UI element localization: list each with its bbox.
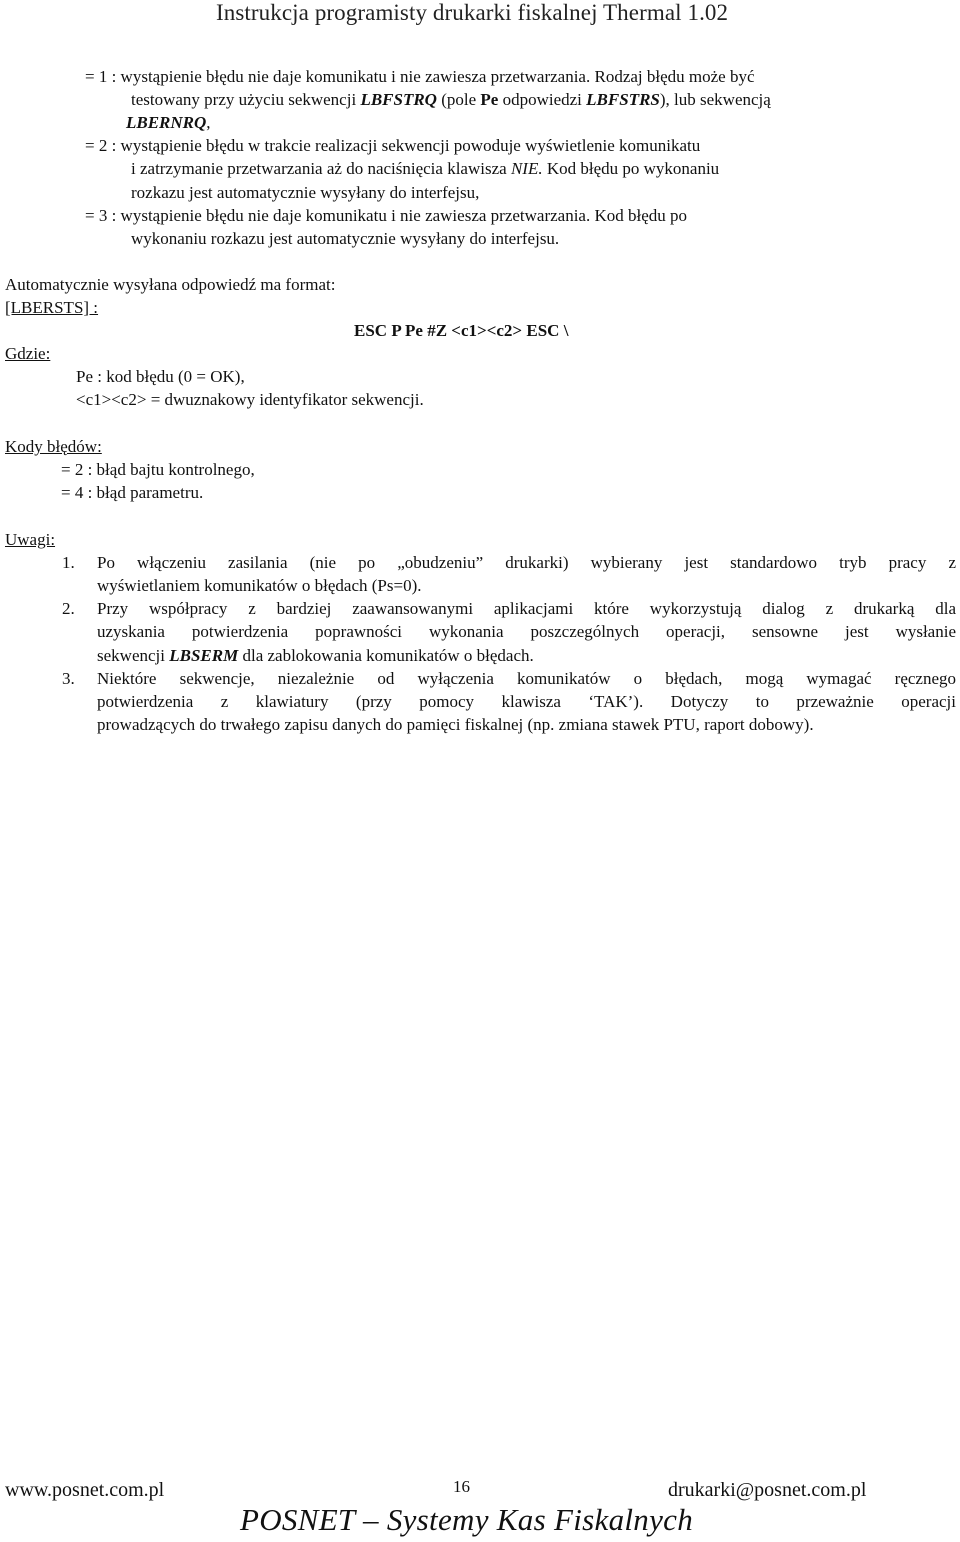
note-1-number: 1. bbox=[62, 553, 75, 572]
footer-email-link[interactable]: drukarki@posnet.com.pl bbox=[668, 1479, 867, 1501]
note-2-line-3: sekwencji LBSERM dla zablokowania komunikatów o błędach. bbox=[97, 646, 534, 665]
error-codes-label: Kody błędów: bbox=[5, 437, 102, 456]
option-1-line-2: testowany przy użyciu sekwencji LBFSTRQ (pole Pe odpowiedzi LBFSTRS), lub sekwencją bbox=[131, 90, 771, 109]
footer-website-link[interactable]: www.posnet.com.pl bbox=[5, 1479, 165, 1501]
sequence-lbfstrs: LBFSTRS bbox=[586, 90, 660, 109]
where-item-c1c2: <c1><c2> = dwuznakowy identyfikator sekwencji. bbox=[76, 390, 424, 409]
lbersts-label: [LBERSTS] : bbox=[5, 298, 99, 317]
option-1-line-1: = 1 : wystąpienie błędu nie daje komunikatu i nie zawiesza przetwarzania. Rodzaj błędu może być bbox=[85, 67, 755, 86]
sequence-lbserm: LBSERM bbox=[169, 646, 239, 665]
note-3-line-3: prowadzących do trwałego zapisu danych do pamięci fiskalnej (np. zmiana stawek PTU, raport dobowy). bbox=[97, 715, 814, 734]
error-code-4: = 4 : błąd parametru. bbox=[61, 483, 204, 502]
option-3-line-1: = 3 : wystąpienie błędu nie daje komunikatu i nie zawiesza przetwarzania. Kod błędu po bbox=[85, 206, 688, 225]
where-label: Gdzie: bbox=[5, 344, 51, 363]
field-pe: Pe bbox=[480, 90, 499, 109]
sequence-lbernrq: LBERNRQ bbox=[126, 113, 207, 132]
note-1-line-1: Po włączeniu zasilania (nie po „obudzeniu” drukarki) wybierany jest standardowo tryb pracy z bbox=[97, 553, 956, 572]
sequence-lbfstrq: LBFSTRQ bbox=[360, 90, 437, 109]
option-2-line-3: rozkazu jest automatycznie wysyłany do interfejsu, bbox=[131, 183, 480, 202]
note-2-line-1: Przy współpracy z bardziej zaawansowanymi aplikacjami które wykorzystują dialog z drukarką dla bbox=[97, 599, 956, 618]
note-3-line-2: potwierdzenia z klawiatury (przy pomocy klawisza ‘TAK’). Dotyczy to przeważnie operacji bbox=[97, 692, 956, 711]
note-3-number: 3. bbox=[62, 669, 75, 688]
page-header-title: Instrukcja programisty drukarki fiskalnej Thermal 1.02 bbox=[216, 0, 729, 25]
note-1-line-2: wyświetlaniem komunikatów o błędach (Ps=0). bbox=[97, 576, 422, 595]
auto-response-intro: Automatycznie wysyłana odpowiedź ma format: bbox=[5, 275, 336, 294]
notes-label: Uwagi: bbox=[5, 530, 56, 549]
response-format: ESC P Pe #Z <c1><c2> ESC \ bbox=[354, 321, 569, 340]
option-2-line-1: = 2 : wystąpienie błędu w trakcie realizacji sekwencji powoduje wyświetlenie komunikatu bbox=[85, 136, 701, 155]
error-code-2: = 2 : błąd bajtu kontrolnego, bbox=[61, 460, 255, 479]
note-3-line-1: Niektóre sekwencje, niezależnie od wyłączenia komunikatów o błędach, mogą wymagać ręcznego bbox=[97, 669, 956, 688]
note-2-number: 2. bbox=[62, 599, 75, 618]
option-1-line-3: LBERNRQ, bbox=[126, 113, 211, 132]
footer-brand: POSNET – Systemy Kas Fiskalnych bbox=[240, 1502, 694, 1537]
option-2-line-2: i zatrzymanie przetwarzania aż do naciśnięcia klawisza NIE. Kod błędu po wykonaniu bbox=[131, 159, 720, 178]
page-number: 16 bbox=[453, 1477, 470, 1496]
note-2-line-2: uzyskania potwierdzenia poprawności wykonania poszczególnych operacji, sensowne jest wysłanie bbox=[97, 622, 956, 641]
where-item-pe: Pe : kod błędu (0 = OK), bbox=[76, 367, 245, 386]
option-3-line-2: wykonaniu rozkazu jest automatycznie wysyłany do interfejsu. bbox=[131, 229, 560, 248]
key-nie: NIE. bbox=[510, 159, 543, 178]
